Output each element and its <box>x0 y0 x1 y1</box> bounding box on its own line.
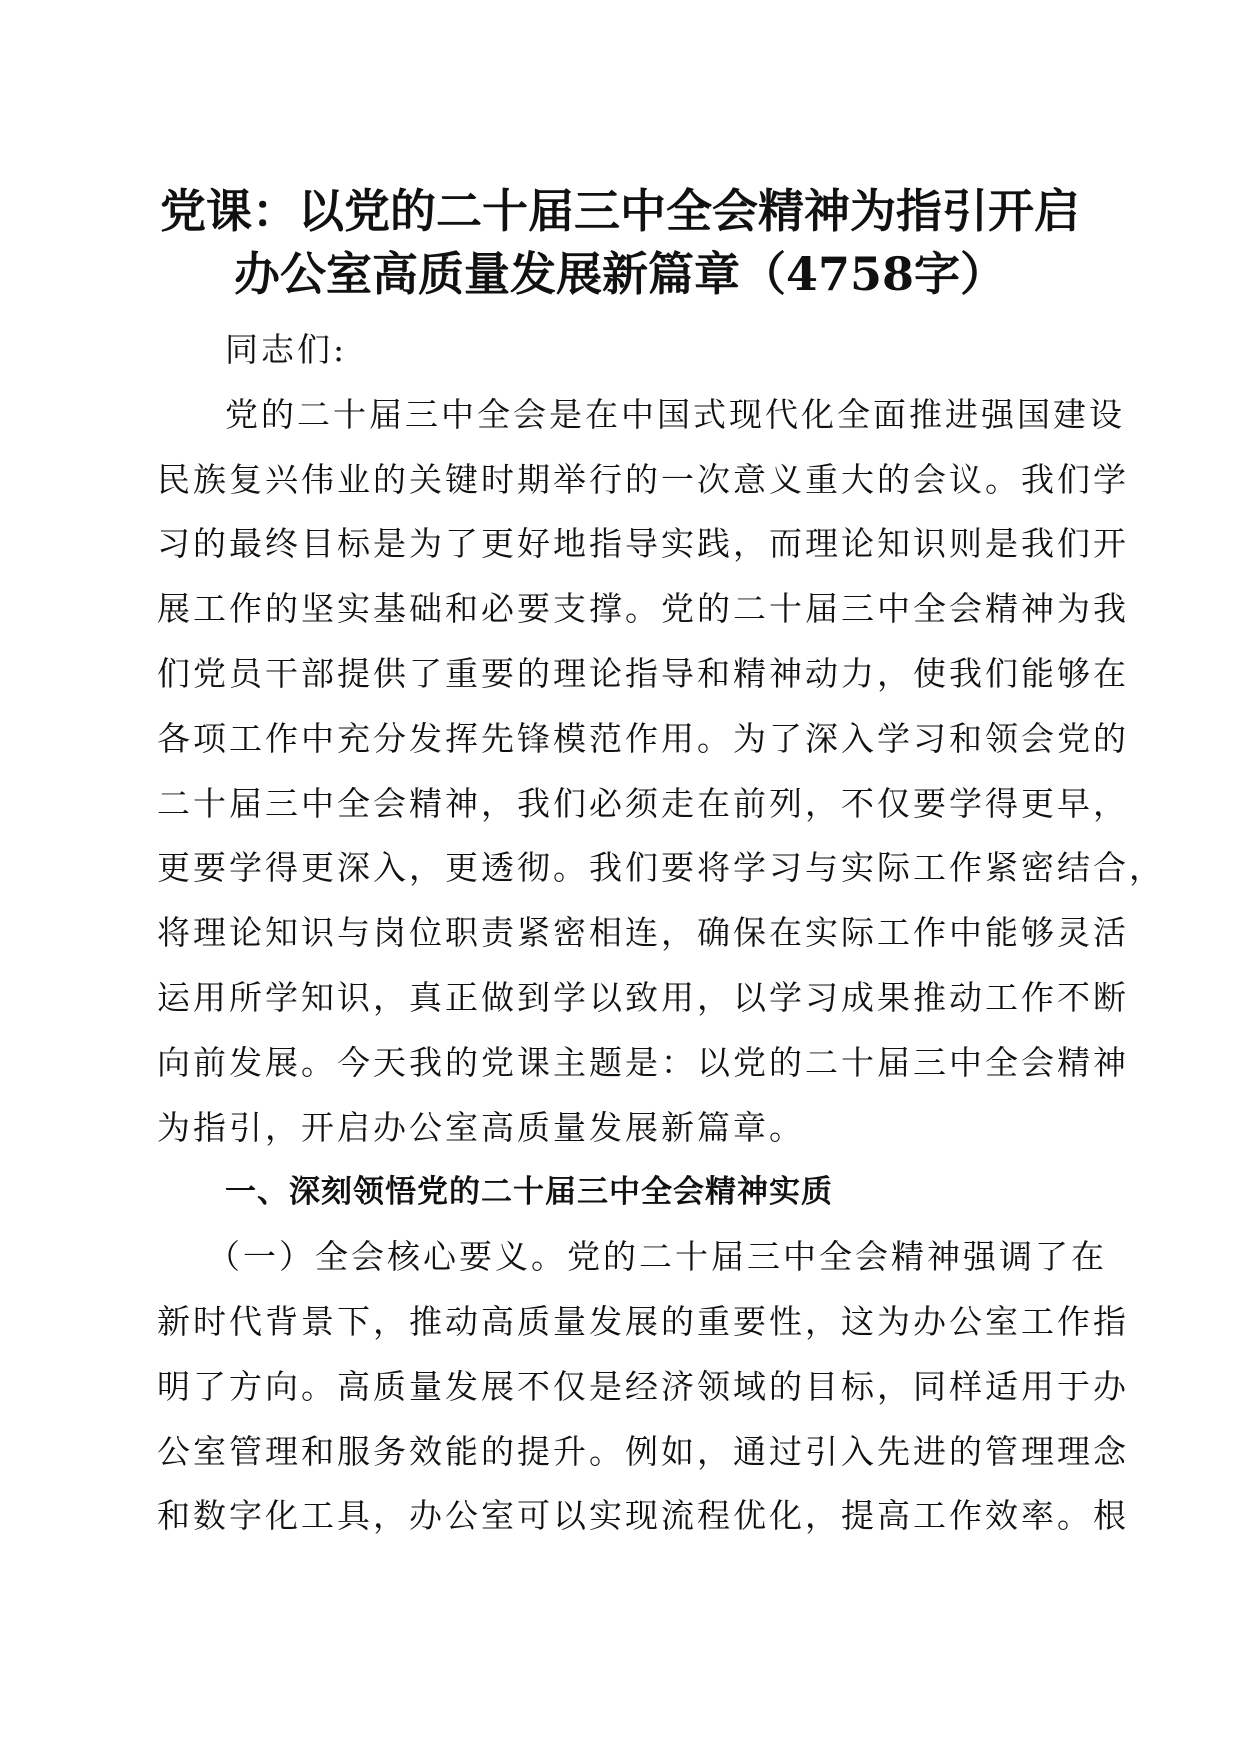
document-title <box>140 180 1100 306</box>
paragraph-line: 民族复兴伟业的关键时期举行的一次意义重大的会议。我们学 <box>157 459 1129 499</box>
title-line-1: 党课：以党的二十届三中全会精神为指引开启 <box>160 184 1080 238</box>
paragraph-line: 向前发展。今天我的党课主题是：以党的二十届三中全会精神 <box>157 1042 1129 1082</box>
paragraph-line: 明了方向。高质量发展不仅是经济领域的目标，同样适用于办 <box>157 1366 1129 1406</box>
paragraph-line: 和数字化工具，办公室可以实现流程优化，提高工作效率。根 <box>157 1496 1129 1536</box>
document-body <box>157 318 1165 1549</box>
title-line-2: 办公室高质量发展新篇章（4758字） <box>233 247 1007 301</box>
paragraph-line: 更要学得更深入，更透彻。我们要将学习与实际工作紧密结合， <box>157 848 1165 888</box>
salutation: 同志们: <box>225 330 348 369</box>
paragraph-line: 展工作的坚实基础和必要支撑。党的二十届三中全会精神为我 <box>157 589 1129 629</box>
subsection-paragraph <box>157 1225 1129 1549</box>
intro-paragraph <box>157 383 1165 1161</box>
paragraph-line: 新时代背景下，推动高质量发展的重要性，这为办公室工作指 <box>157 1301 1129 1341</box>
paragraph-line: 党的二十届三中全会是在中国式现代化全面推进强国建设 <box>225 394 1125 434</box>
section-heading: 一、深刻领悟党的二十届三中全会精神实质 <box>225 1174 833 1211</box>
paragraph-line: 运用所学知识，真正做到学以致用，以学习成果推动工作不断 <box>157 977 1129 1017</box>
paragraph-line: 习的最终目标是为了更好地指导实践，而理论知识则是我们开 <box>157 524 1129 564</box>
paragraph-line: 将理论知识与岗位职责紧密相连，确保在实际工作中能够灵活 <box>157 913 1129 953</box>
paragraph-line: （一）全会核心要义。党的二十届三中全会精神强调了在 <box>207 1237 1107 1277</box>
paragraph-line: 为指引，开启办公室高质量发展新篇章。 <box>157 1107 805 1147</box>
paragraph-line: 各项工作中充分发挥先锋模范作用。为了深入学习和领会党的 <box>157 718 1129 758</box>
paragraph-line: 公室管理和服务效能的提升。例如，通过引入先进的管理理念 <box>157 1431 1129 1471</box>
paragraph-line: 二十届三中全会精神，我们必须走在前列，不仅要学得更早， <box>157 783 1129 823</box>
paragraph-line: 们党员干部提供了重要的理论指导和精神动力，使我们能够在 <box>157 653 1129 693</box>
